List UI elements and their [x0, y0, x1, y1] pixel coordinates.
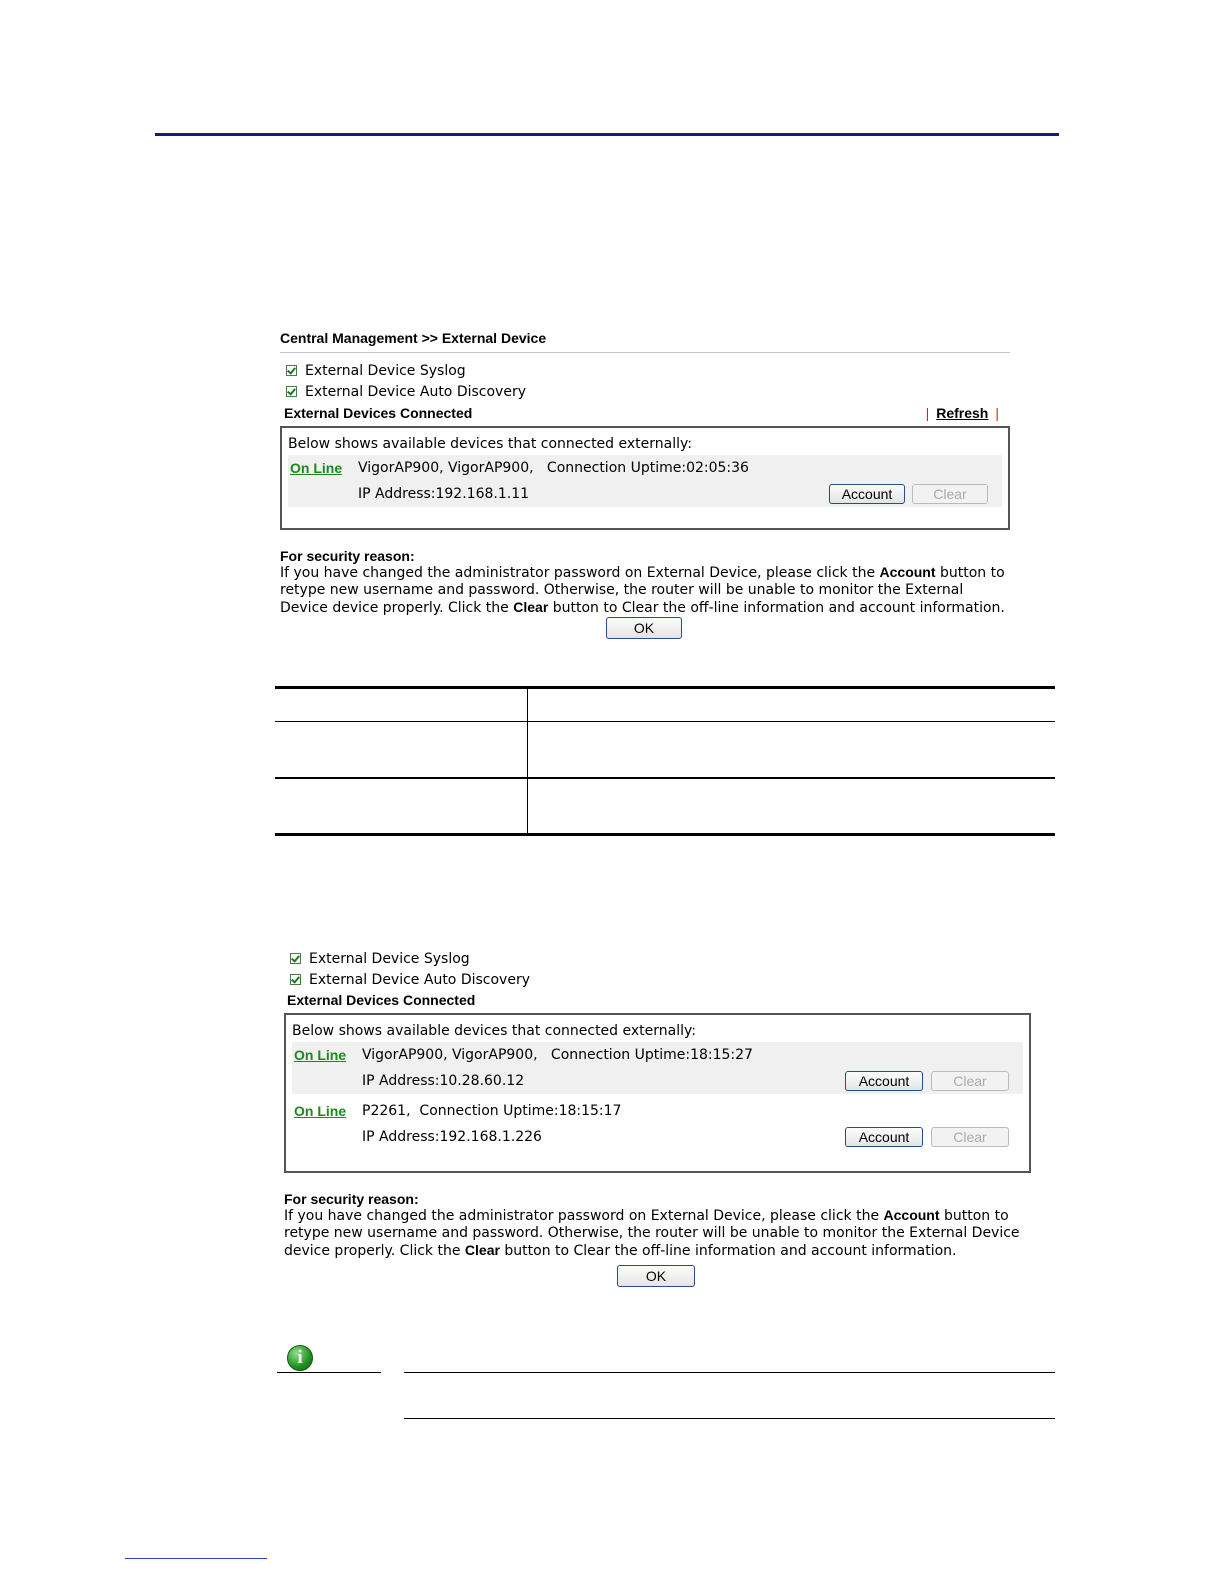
device-ip: IP Address:192.168.1.11	[358, 486, 530, 502]
table-row-divider	[275, 721, 1055, 722]
table-top-rule	[275, 686, 1055, 689]
devices-box	[284, 1013, 1031, 1173]
parameter-table	[275, 686, 1055, 836]
autodiscovery-checkbox[interactable]	[290, 974, 301, 985]
security-heading: For security reason:	[280, 548, 415, 564]
external-device-panel-2	[284, 948, 1031, 1260]
account-button[interactable]: Account	[845, 1127, 923, 1147]
online-status-link[interactable]: On Line	[294, 1103, 347, 1119]
refresh-group: | Refresh |	[925, 405, 999, 421]
refresh-link[interactable]: Refresh	[936, 405, 989, 421]
devices-intro: Below shows available devices that connected externally:	[288, 436, 692, 452]
devices-connected-heading: External Devices Connected	[284, 405, 473, 421]
devices-intro: Below shows available devices that connected externally:	[292, 1023, 696, 1039]
clear-button[interactable]: Clear	[931, 1127, 1009, 1147]
device-ip: IP Address:192.168.1.226	[362, 1129, 542, 1145]
devices-box	[280, 426, 1010, 530]
note-bottom-rule	[404, 1418, 1055, 1419]
device-info: VigorAP900, VigorAP900, Connection Uptime:18:15:27	[362, 1047, 753, 1063]
device-entry	[288, 455, 1002, 507]
footer-link-underline	[125, 1558, 267, 1559]
ok-button[interactable]: OK	[617, 1265, 695, 1287]
page-title: Central Management >> External Device	[280, 330, 547, 346]
note-top-rule	[404, 1372, 1055, 1373]
autodiscovery-checkbox-label: External Device Auto Discovery	[309, 971, 530, 988]
device-entry	[292, 1098, 1023, 1150]
device-info: P2261, Connection Uptime:18:15:17	[362, 1103, 622, 1119]
syslog-checkbox-row[interactable]	[286, 360, 1010, 381]
online-status-link[interactable]: On Line	[290, 460, 343, 476]
account-button[interactable]: Account	[845, 1071, 923, 1091]
external-device-panel-1	[280, 330, 1010, 617]
syslog-checkbox-label: External Device Syslog	[309, 950, 470, 967]
devices-connected-heading: External Devices Connected	[287, 992, 476, 1008]
clear-button[interactable]: Clear	[912, 484, 988, 504]
account-button[interactable]: Account	[829, 484, 905, 504]
security-text: If you have changed the administrator password on External Device, please click the Account button to retype new username and password. Otherwise, the router will be unable to monitor the External Device device properly. Click the Clear button to Clear the off-line information and account information.	[280, 564, 1005, 616]
page-header-rule	[155, 133, 1059, 136]
security-heading: For security reason:	[284, 1191, 419, 1207]
ok-button[interactable]: OK	[606, 617, 682, 639]
autodiscovery-checkbox-row[interactable]	[290, 969, 1031, 990]
table-row-divider	[275, 777, 1055, 779]
clear-button[interactable]: Clear	[931, 1071, 1009, 1091]
info-icon: i	[287, 1345, 313, 1371]
device-ip: IP Address:10.28.60.12	[362, 1073, 525, 1089]
title-divider	[280, 352, 1010, 353]
autodiscovery-checkbox-label: External Device Auto Discovery	[305, 383, 526, 400]
syslog-checkbox-label: External Device Syslog	[305, 362, 466, 379]
syslog-checkbox[interactable]	[290, 953, 301, 964]
table-column-divider	[527, 686, 528, 836]
autodiscovery-checkbox-row[interactable]	[286, 381, 1010, 402]
note-icon-underline	[277, 1372, 381, 1373]
autodiscovery-checkbox[interactable]	[286, 386, 297, 397]
online-status-link[interactable]: On Line	[294, 1047, 347, 1063]
syslog-checkbox-row[interactable]	[290, 948, 1031, 969]
syslog-checkbox[interactable]	[286, 365, 297, 376]
table-bottom-rule	[275, 833, 1055, 836]
device-entry	[292, 1042, 1023, 1094]
security-text: If you have changed the administrator password on External Device, please click the Account button to retype new username and password. Otherwise, the router will be unable to monitor the External Device device properly. Click the Clear button to Clear the off-line information and account information.	[284, 1207, 1020, 1259]
device-info: VigorAP900, VigorAP900, Connection Uptime:02:05:36	[358, 460, 749, 476]
